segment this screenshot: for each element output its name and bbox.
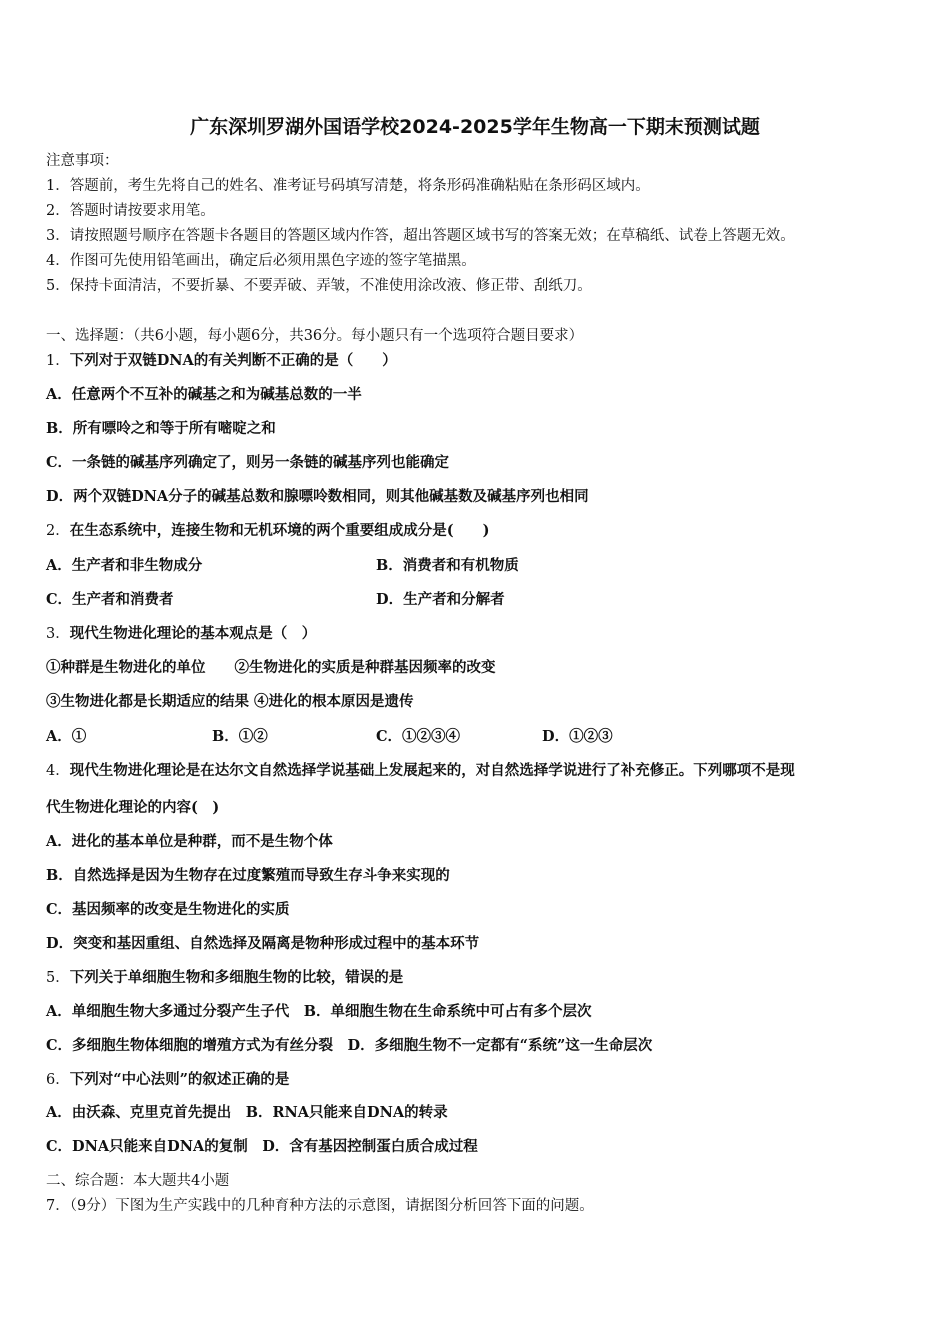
q7-stem-line bbox=[46, 1196, 594, 1216]
page-title: 广东深圳罗湖外国语学校2024-2025学年生物高一下期末预测试题 bbox=[190, 116, 760, 138]
q1-stem: 下列对于双链DNA的有关判断不正确的是（ ） bbox=[69, 352, 397, 369]
q5-stem: 下列关于单细胞生物和多细胞生物的比较，错误的是 bbox=[69, 969, 404, 986]
q3-options-row bbox=[0, 727, 950, 747]
q2-number: 2． bbox=[46, 523, 70, 539]
notice-item-4: 4．作图可先使用铅笔画出，确定后必须用黑色字迹的签字笔描黑。 bbox=[46, 253, 476, 269]
q4-stem-1: 现代生物进化理论是在达尔文自然选择学说基础上发展起来的，对自然选择学说进行了补充修正。下列哪项不是现 bbox=[69, 762, 795, 779]
q3-option-b: B．①② bbox=[212, 728, 268, 745]
q5-options-cd: C．多细胞生物体细胞的增殖方式为有丝分裂 D．多细胞生物不一定都有“系统”这一生命层次 bbox=[46, 1037, 653, 1054]
q1-stem-line bbox=[46, 351, 397, 371]
q6-options-ab: A．由沃森、克里克首先提出 B．RNA只能来自DNA的转录 bbox=[46, 1104, 448, 1121]
q6-options-cd: C．DNA只能来自DNA的复制 D．含有基因控制蛋白质合成过程 bbox=[46, 1138, 478, 1155]
q1-number: 1． bbox=[46, 353, 70, 369]
q3-number: 3． bbox=[46, 626, 70, 642]
q2-options-row-1 bbox=[0, 556, 950, 576]
q4-option-a: A．进化的基本单位是种群，而不是生物个体 bbox=[46, 833, 333, 850]
q3-stem-line bbox=[46, 624, 316, 644]
section2-heading: 二、综合题：本大题共4小题 bbox=[46, 1173, 230, 1189]
notice-item-5: 5．保持卡面清洁，不要折暴、不要弄破、弄皱，不准使用涂改液、修正带、刮纸刀。 bbox=[46, 278, 592, 294]
q3-statement-1: ①种群是生物进化的单位 ②生物进化的实质是种群基因频率的改变 bbox=[46, 659, 496, 676]
q5-options-ab: A．单细胞生物大多通过分裂产生子代 B．单细胞生物在生命系统中可占有多个层次 bbox=[46, 1003, 592, 1020]
q4-number: 4． bbox=[46, 763, 70, 779]
section1-heading: 一、选择题：（共6小题，每小题6分，共36分。每小题只有一个选项符合题目要求） bbox=[46, 328, 584, 344]
q2-stem: 在生态系统中，连接生物和无机环境的两个重要组成成分是( ) bbox=[69, 522, 490, 539]
q3-option-a: A．① bbox=[46, 728, 87, 745]
q4-option-d: D．突变和基因重组、自然选择及隔离是物种形成过程中的基本环节 bbox=[46, 935, 480, 952]
q1-option-a: A．任意两个不互补的碱基之和为碱基总数的一半 bbox=[46, 386, 362, 403]
q5-stem-line bbox=[46, 968, 403, 988]
q6-stem: 下列对“中心法则”的叙述正确的是 bbox=[69, 1071, 290, 1088]
q1-option-b: B．所有嘌呤之和等于所有嘧啶之和 bbox=[46, 420, 276, 437]
q3-statement-2: ③生物进化都是长期适应的结果 ④进化的根本原因是遗传 bbox=[46, 693, 414, 710]
q2-option-a: A．生产者和非生物成分 bbox=[46, 557, 203, 574]
q2-option-c: C．生产者和消费者 bbox=[46, 591, 174, 608]
q2-option-b: B．消费者和有机物质 bbox=[376, 557, 519, 574]
q3-stem: 现代生物进化理论的基本观点是（ ） bbox=[69, 625, 317, 642]
q3-option-c: C．①②③④ bbox=[376, 728, 461, 745]
q5-number: 5． bbox=[46, 970, 70, 986]
q7-number: 7． bbox=[46, 1198, 70, 1214]
notice-item-2: 2．答题时请按要求用笔。 bbox=[46, 203, 215, 219]
q2-options-row-2 bbox=[0, 590, 950, 610]
q7-stem: （9分）下图为生产实践中的几种育种方法的示意图，请据图分析回答下面的问题。 bbox=[69, 1198, 594, 1214]
q1-option-d: D．两个双链DNA分子的碱基总数和腺嘌呤数相同，则其他碱基数及碱基序列也相同 bbox=[46, 488, 589, 505]
q4-stem-line-2: 代生物进化理论的内容( ) bbox=[46, 799, 220, 816]
q3-option-d: D．①②③ bbox=[542, 728, 613, 745]
q1-option-c: C．一条链的碱基序列确定了，则另一条链的碱基序列也能确定 bbox=[46, 454, 450, 471]
notice-item-1: 1．答题前，考生先将自己的姓名、准考证号码填写清楚，将条形码准确粘贴在条形码区域内。 bbox=[46, 178, 650, 194]
q6-stem-line bbox=[46, 1070, 289, 1090]
q4-option-b: B．自然选择是因为生物存在过度繁殖而导致生存斗争来实现的 bbox=[46, 867, 450, 884]
q2-option-d: D．生产者和分解者 bbox=[376, 591, 505, 608]
notice-heading: 注意事项： bbox=[46, 153, 119, 169]
q2-stem-line bbox=[46, 521, 489, 541]
notice-item-3: 3．请按照题号顺序在答题卡各题目的答题区域内作答，超出答题区域书写的答案无效；在草稿纸、试卷上答题无效。 bbox=[46, 228, 795, 244]
q6-number: 6． bbox=[46, 1072, 70, 1088]
q4-stem-line-1 bbox=[46, 761, 795, 781]
q4-option-c: C．基因频率的改变是生物进化的实质 bbox=[46, 901, 290, 918]
